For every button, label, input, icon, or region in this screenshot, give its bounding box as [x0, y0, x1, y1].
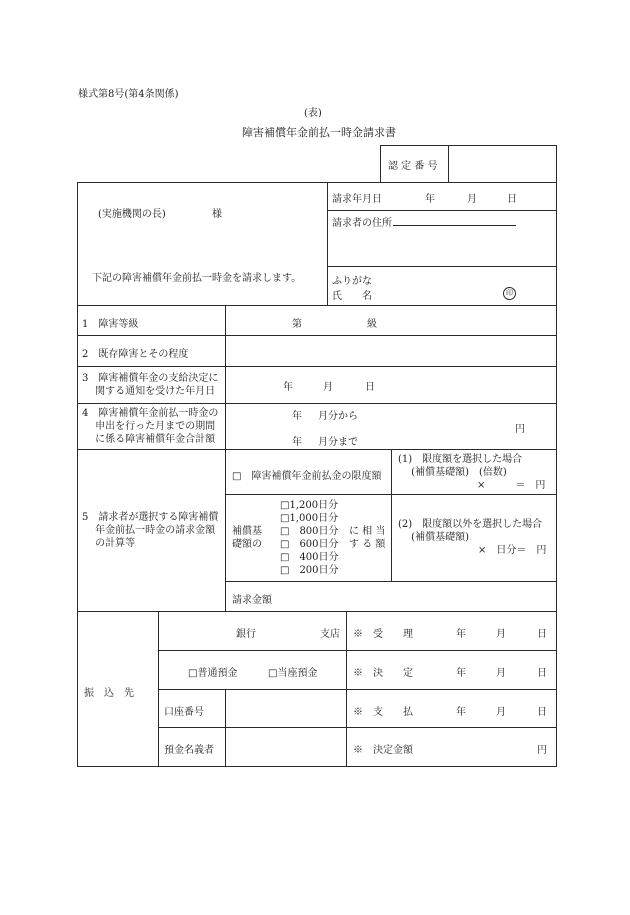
option1-line2: (補償基礎額) (倍数) [398, 467, 507, 478]
paid-month: 月 [496, 707, 506, 718]
account-holder-field[interactable] [228, 730, 343, 763]
paid-day: 日 [537, 707, 547, 718]
item5-label-line3: の計算等 [82, 538, 136, 549]
request-date-year[interactable]: 年 [425, 194, 435, 205]
ordinary-deposit-checkbox[interactable]: □普通預金 [188, 668, 238, 679]
option2-line2: (補償基礎額) [398, 532, 469, 543]
item2-label: 2 既存障害とその程度 [82, 349, 189, 360]
form-side-label: (表) [304, 108, 322, 119]
option1-formula: × ＝ 円 [477, 480, 546, 491]
days-option-800[interactable]: □ 800日分 [280, 526, 339, 537]
equivalent-label-line2: す る 額 [349, 539, 386, 550]
decided-amount-label: ※ 決定金額 [353, 745, 413, 756]
bank-label: 銀行 [236, 629, 256, 640]
item3-month[interactable]: 月 [323, 382, 333, 393]
equivalent-label-line1: に 相 当 [349, 526, 386, 537]
item4-to-year[interactable]: 年 [292, 437, 302, 448]
base-amount-label-line2: 礎額の [232, 539, 262, 550]
item4-label-line2: 申出を行った月までの期間 [82, 421, 216, 432]
account-number-label: 口座番号 [164, 707, 204, 718]
item4-label-line1: 4 障害補償年金前払一時金の [82, 408, 219, 419]
received-year: 年 [456, 629, 466, 640]
request-date-day[interactable]: 日 [507, 194, 517, 205]
item4-yen: 円 [515, 424, 525, 435]
limit-amount-checkbox[interactable]: □ 障害補償年金前払金の限度額 [232, 471, 382, 482]
received-month: 月 [496, 629, 506, 640]
days-option-1000[interactable]: □1,000日分 [280, 513, 339, 524]
decided-day: 日 [537, 668, 547, 679]
current-deposit-checkbox[interactable]: □当座預金 [268, 668, 318, 679]
recipient-label: (実施機関の長) [98, 209, 166, 220]
claimant-name-label: 氏 名 [332, 291, 372, 302]
claimant-address-label: 請求者の住所 [332, 218, 392, 229]
item1-grade-suffix: 級 [367, 319, 377, 330]
claimant-address-field[interactable] [393, 225, 516, 226]
item1-label: 1 障害等級 [82, 319, 139, 330]
decided-year: 年 [456, 668, 466, 679]
certification-number-label: 認 定 番 号 [388, 161, 438, 172]
item4-to-month[interactable]: 月分まで [318, 437, 358, 448]
item3-day[interactable]: 日 [365, 382, 375, 393]
days-option-1200[interactable]: □1,200日分 [280, 500, 339, 511]
option2-line1: (2) 限度額以外を選択した場合 [398, 519, 543, 530]
item3-year[interactable]: 年 [283, 382, 293, 393]
days-option-600[interactable]: □ 600日分 [280, 539, 339, 550]
paid-label: ※ 支 払 [353, 707, 413, 718]
item5-label-line1: 5 請求者が選択する障害補償 [82, 512, 219, 523]
item4-from-year[interactable]: 年 [292, 411, 302, 422]
form-number: 様式第8号(第4条関係) [78, 89, 179, 100]
item3-label-line1: 3 障害補償年金の支給決定に [82, 373, 219, 384]
decided-month: 月 [496, 668, 506, 679]
base-amount-label-line1: 補償基 [232, 526, 262, 537]
recipient-honorific: 様 [212, 209, 222, 220]
account-holder-label: 預金名義者 [164, 745, 214, 756]
transfer-label: 振 込 先 [84, 688, 134, 699]
item5-label-line2: 年金前払一時金の請求金額 [82, 525, 216, 536]
days-option-400[interactable]: □ 400日分 [280, 552, 339, 563]
branch-label: 支店 [320, 629, 340, 640]
account-number-field[interactable] [228, 692, 343, 724]
received-day: 日 [537, 629, 547, 640]
decided-label: ※ 決 定 [353, 668, 413, 679]
paid-year: 年 [456, 707, 466, 718]
request-date-month[interactable]: 月 [467, 194, 477, 205]
certification-number-field[interactable] [452, 150, 552, 178]
item3-label-line2: 関する通知を受けた年月日 [82, 386, 216, 397]
request-date-label: 請求年月日 [332, 194, 382, 205]
form-title: 障害補償年金前払一時金請求書 [242, 126, 396, 139]
item4-from-month[interactable]: 月分から [318, 411, 358, 422]
days-option-200[interactable]: □ 200日分 [280, 565, 339, 576]
decided-amount-yen: 円 [537, 745, 547, 756]
request-statement: 下記の障害補償年金前払一時金を請求します。 [92, 273, 302, 284]
option2-formula: × 日分＝ 円 [478, 545, 547, 556]
item1-grade-prefix: 第 [292, 319, 302, 330]
furigana-label: ふりがな [332, 276, 372, 287]
item4-label-line3: に係る障害補償年金合計額 [82, 434, 216, 445]
received-label: ※ 受 理 [353, 629, 413, 640]
option1-line1: (1) 限度額を選択した場合 [398, 454, 523, 465]
claim-amount-label: 請求金額 [232, 595, 272, 606]
seal-mark: 印 [503, 287, 516, 300]
